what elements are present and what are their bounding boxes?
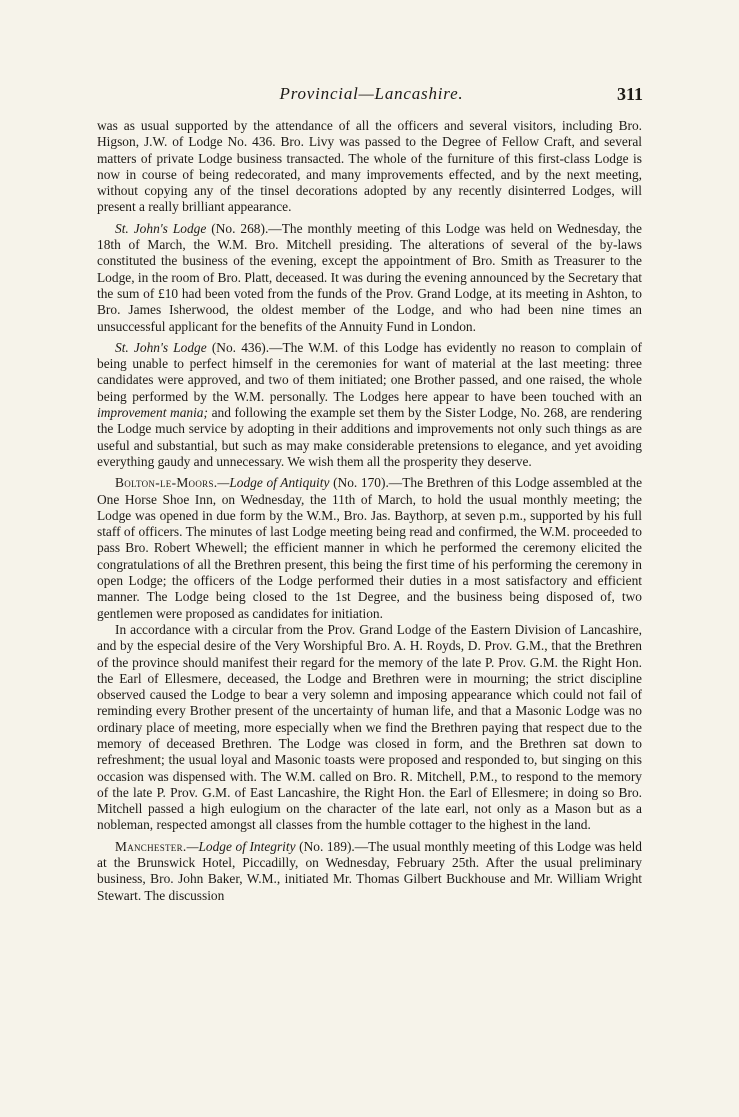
paragraph-st-johns-268	[97, 221, 642, 335]
lodge-name: St. John's Lodge	[115, 220, 207, 236]
paragraph-manchester	[97, 839, 642, 904]
paragraph-text: was as usual supported by the attendance of all the officers and several visitors, including Bro. Higson, J.W. of Lodge No. 436. Bro. Livy was passed to the Degree of Fellow Craft, and several matters of private Lodge business transacted. The whole of the furniture of this first-class Lodge is now in course of being redecorated, and many improvements effected, and by the next meeting, without copying any of the tinsel decorations adopted by any recently disinterred Lodges, will present a really brilliant appearance.	[97, 118, 642, 215]
lodge-name: St. John's Lodge	[115, 339, 207, 355]
paragraph-bolton-le-moors	[97, 475, 642, 622]
running-title: Provincial—Lancashire.	[279, 84, 464, 103]
lodge-name: —Lodge of Antiquity	[217, 475, 330, 491]
article-body	[97, 118, 642, 1103]
lodge-name: —Lodge of Integrity	[186, 838, 296, 854]
paragraph-text: (No. 189).—The usual monthly meeting of this Lodge was held at the Brunswick Hotel, Piccadilly, on Wednesday, February 25th. After the usual preliminary business, Bro. John Baker, W.M., initiated Mr. Thomas Gilbert Buckhouse and Mr. William Wright Stewart. The discussion	[97, 838, 642, 903]
paragraph-st-johns-436	[97, 340, 642, 470]
paragraph-continuation	[97, 118, 642, 216]
place-name: Manchester.	[115, 838, 187, 854]
place-name: Bolton-le-Moors.	[115, 475, 218, 491]
paragraph-text: and following the example set them by the Sister Lodge, No. 268, are rendering the Lodge much service by adopting in their additions and improvements not only such things as are useful and substantial, but such as may make considerable pretensions to elegance, and yet avoiding everything gaudy and unnecessary. We wish them all the prosperity they deserve.	[97, 405, 642, 469]
paragraph-text: In accordance with a circular from the Prov. Grand Lodge of the Eastern Division of Lancashire, and by the especial desire of the Very Worshipful Bro. A. H. Royds, D. Prov. G.M., that the Brethren of the province should manifest their regard for the memory of the late P. Prov. G.M. the Right Hon. the Earl of Ellesmere, deceased, the Lodge and Brethren were in mourning; the strict discipline observed caused the Lodge to bear a very solemn and imposing appearance which could not fail of reminding every Brother present of the uncertainty of human life, and that a Masonic Lodge was no ordinary place of meeting, more especially when we find the Brethren paying that respect due to the memory of deceased Brethren. The Lodge was closed in form, and the Brethren sat down to refreshment; the usual loyal and Masonic toasts were proposed and responded to, but singing on this occasion was dispensed with. The W.M. called on Bro. R. Mitchell, P.M., to respond to the memory of the late P. Prov. G.M. of East Lancashire, the Right Hon. the Earl of Ellesmere; in doing so Bro. Mitchell passed a high eulogium on the character of the late earl, not only as a Mason but as a nobleman, respected amongst all classes from the humble cottager to the highest in the land.	[97, 621, 642, 833]
page-header	[100, 84, 643, 108]
paragraph-text: (No. 170).—The Brethren of this Lodge assembled at the One Horse Shoe Inn, on Wednesday, the 11th of March, to hold the usual monthly meeting; the Lodge was opened in due form by the W.M., Bro. Jas. Baythorp, at seven p.m., supported by his full staff of officers. The minutes of last Lodge meeting being read and confirmed, the W.M. proceeded to pass Bro. Robert Whewell; the efficient manner in which he performed the ceremony elicited the congratulations of all the Brethren present, this being the first time of his performing the ceremony in open Lodge; the officers of the Lodge performed their duties in a most satisfactory and efficient manner. The Lodge being closed to the 1st Degree, and the business being disposed of, two gentlemen were proposed as candidates for initiation.	[97, 475, 642, 621]
italic-phrase: improvement mania;	[97, 405, 208, 421]
paragraph-text: (No. 268).—The monthly meeting of this Lodge was held on Wednesday, the 18th of March, the W.M. Bro. Mitchell presiding. The alterations of several of the by-laws constituted the business of the evening, except the appointment of Bro. Smith as Treasurer to the Lodge, in the room of Bro. Platt, deceased. It was during the evening announced by the Secretary that the sum of £10 had been voted from the funds of the Prov. Grand Lodge, at its meeting in Ashton, to Bro. James Isherwood, the oldest member of the Lodge, and who had been nine times an unsuccessful applicant for the benefits of the Annuity Fund in London.	[97, 220, 642, 334]
paragraph-text: (No. 436).—The W.M. of this Lodge has evidently no reason to complain of being unable to perfect himself in the ceremonies for want of material at the last meeting: three candidates were approved, and two of them initiated; one Brother passed, and one raised, the whole being performed by the W.M. personally. The Lodges here appear to have been touched with an	[97, 339, 642, 404]
paragraph-mourning	[97, 622, 642, 834]
page-number: 311	[616, 84, 643, 104]
